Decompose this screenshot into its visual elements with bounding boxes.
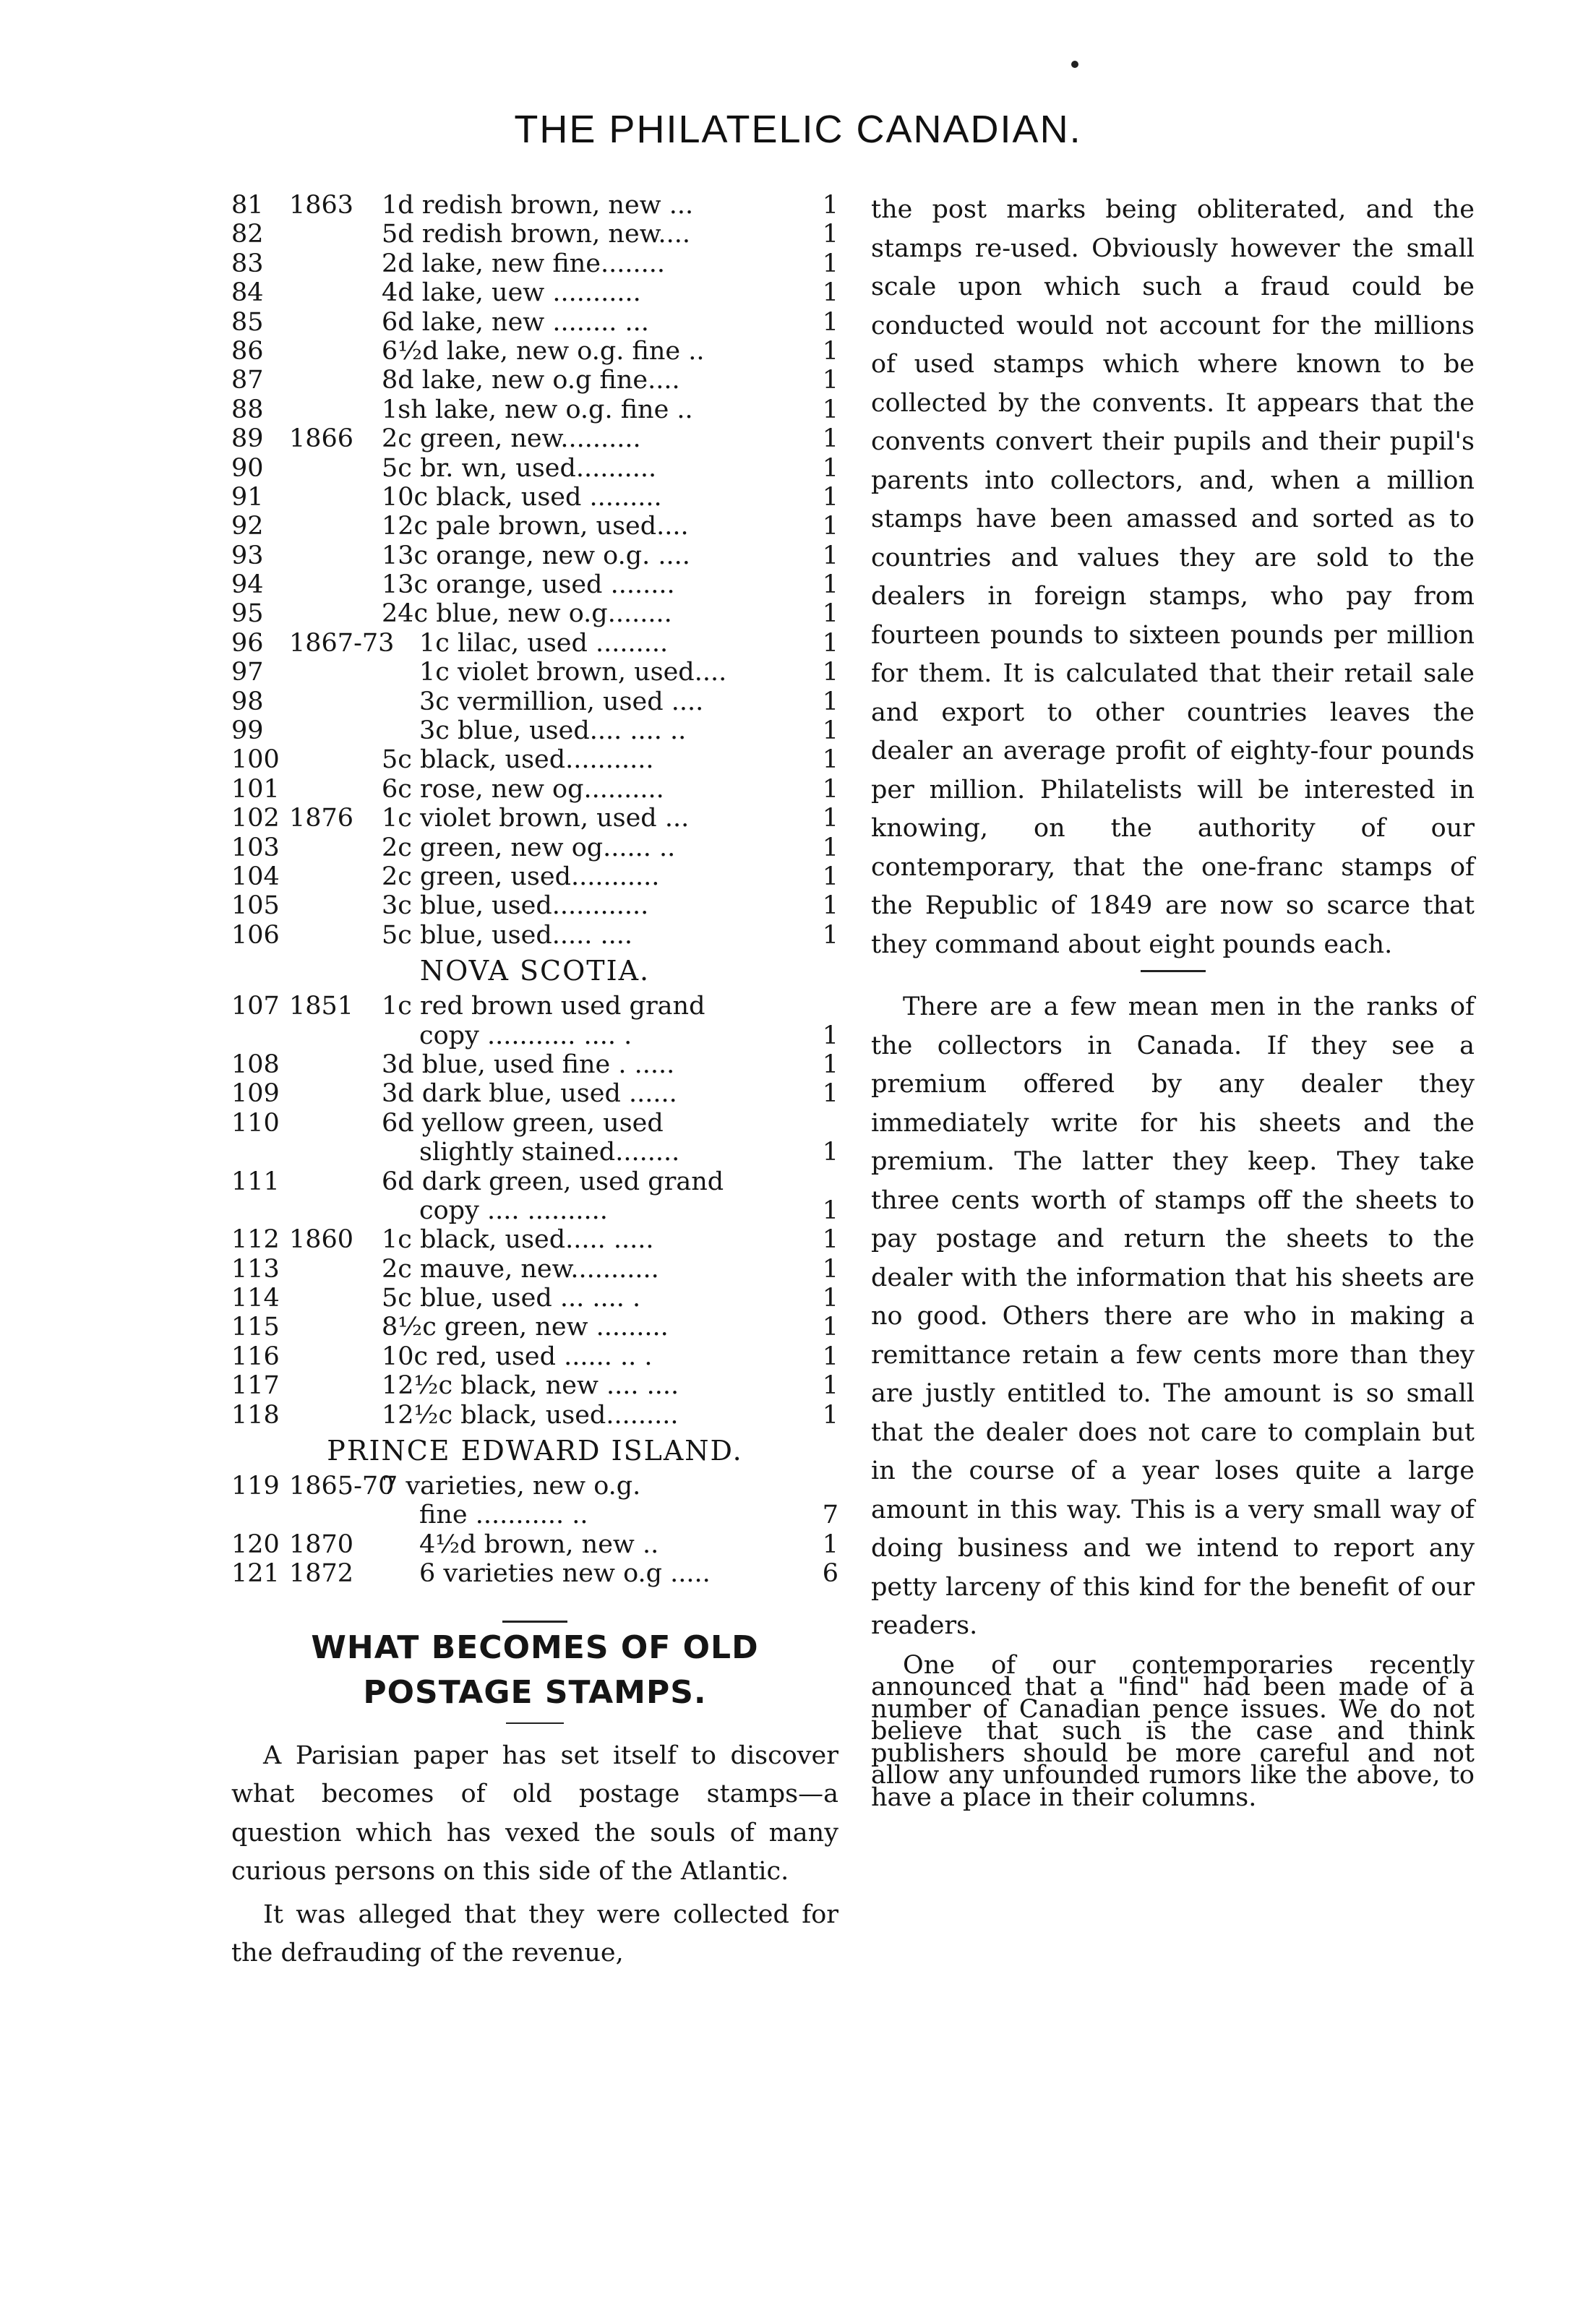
listing-row: [231, 337, 838, 366]
stamp-quantity: 1: [822, 891, 838, 921]
stamp-description: 2c green, new..........: [382, 424, 641, 454]
stamp-description: 3d blue, used fine . .....: [382, 1050, 675, 1079]
stamp-description: 24c blue, new o.g........: [382, 599, 672, 629]
stamp-description: 6d yellow green, used: [382, 1108, 664, 1138]
listing-row: [231, 1501, 838, 1529]
stamp-description: 1c black, used..... .....: [382, 1225, 654, 1255]
stamp-number: 88: [231, 395, 264, 424]
stamp-number: 83: [231, 249, 264, 278]
stamp-description: copy .... ..........: [419, 1196, 608, 1225]
stamp-description: 2c mauve, new...........: [382, 1254, 659, 1284]
listing-prince-edward-island: [231, 1472, 838, 1589]
stamp-number: 99: [231, 716, 264, 746]
stamp-description: 1c violet brown, used ...: [382, 804, 690, 833]
stamp-quantity: 1: [822, 599, 838, 629]
stamp-quantity: 1: [822, 1313, 838, 1342]
stamp-description: 5c br. wn, used..........: [382, 453, 657, 483]
listing-row: [231, 541, 838, 570]
listing-row: [231, 833, 838, 862]
article-paragraph-2: It was alleged that they were collected for the defrauding of the revenue,: [231, 1900, 838, 1968]
stamp-description: 2c green, new og...... ..: [382, 833, 676, 862]
stamp-quantity: 1: [822, 1254, 838, 1284]
stamp-quantity: 1: [822, 1079, 838, 1109]
stamp-quantity: 1: [822, 453, 838, 483]
listing-row: [231, 570, 838, 599]
stamp-number: 108: [231, 1050, 280, 1079]
stamp-description: slightly stained........: [419, 1138, 680, 1167]
stamp-description: 12½c black, used.........: [382, 1400, 679, 1430]
listing-row: [231, 629, 838, 658]
stamp-number: 116: [231, 1342, 280, 1371]
stamp-number: 102: [231, 804, 280, 833]
listing-row: [231, 512, 838, 541]
stamp-number: 120: [231, 1529, 280, 1559]
listing-row: [231, 1371, 838, 1400]
listing-row: [231, 658, 838, 687]
listing-row: [231, 191, 838, 220]
stamp-description: 1c violet brown, used....: [419, 658, 727, 687]
listing-row: [231, 1342, 838, 1371]
article-paragraph-4: There are a few mean men in the ranks of the collectors in Canada. If they see a premium offered by any dealer they immediately write for his sheets and the premium. The latter they keep. They take three cents worth of stamps off the sheets to pay postage and return the sheets to the dealer with the information that his sheets are no good. Others there are who in making a remittance retain a few cents more than they are justly entitled to. The amount is so small that the dealer does not care to complain but in the course of a year loses quite a large amount in this way. This is a very small way of doing business and we intend to report any petty larceny of this kind for the benefit of our readers.: [871, 992, 1475, 1640]
stamp-year: 1872: [289, 1559, 354, 1589]
stamp-description: 1sh lake, new o.g. fine ..: [382, 395, 693, 424]
listing-row: [231, 1401, 838, 1430]
stamp-description: 12c pale brown, used....: [382, 512, 689, 541]
stamp-number: 118: [231, 1400, 280, 1430]
stamp-year: 1876: [289, 804, 354, 833]
listing-row: [231, 1079, 838, 1108]
stamp-number: 90: [231, 453, 264, 483]
stamp-quantity: 1: [822, 1342, 838, 1371]
stamp-quantity: 1: [822, 716, 838, 746]
listing-row: [231, 745, 838, 774]
stamp-number: 101: [231, 774, 280, 804]
stamp-number: 97: [231, 658, 264, 687]
stamp-number: 95: [231, 599, 264, 629]
listing-row: [231, 921, 838, 950]
listing-row: [231, 1021, 838, 1050]
stamp-description: fine ........... ..: [419, 1501, 588, 1530]
stamp-number: 104: [231, 862, 280, 891]
listing-row: [231, 1138, 838, 1167]
stamp-description: 13c orange, used ........: [382, 570, 675, 600]
listing-row: [231, 862, 838, 891]
stamp-quantity: 1: [822, 1225, 838, 1255]
stamp-description: 3c blue, used............: [382, 891, 649, 921]
stamp-number: 111: [231, 1167, 280, 1196]
stamp-number: 82: [231, 220, 264, 249]
stamp-number: 106: [231, 920, 280, 950]
stamp-description: 7 varieties, new o.g.: [382, 1472, 641, 1501]
stamp-number: 91: [231, 482, 264, 512]
stamp-quantity: 1: [822, 307, 838, 337]
listing-row: [231, 1225, 838, 1254]
stamp-description: 10c red, used ...... .. .: [382, 1342, 653, 1371]
stamp-quantity: 1: [822, 628, 838, 658]
stamp-quantity: 1: [822, 920, 838, 950]
stamp-year: 1866: [289, 424, 354, 454]
stamp-quantity: 1: [822, 395, 838, 424]
listing-row: [231, 1196, 838, 1225]
stamp-description: copy ........... .... .: [419, 1021, 632, 1050]
stamp-description: 5c blue, used ... .... .: [382, 1284, 641, 1313]
stamp-quantity: 1: [822, 1021, 838, 1050]
stamp-description: 5c black, used...........: [382, 745, 654, 775]
stamp-description: 6c rose, new og..........: [382, 774, 664, 804]
stamp-description: 2c green, used...........: [382, 862, 660, 891]
stamp-number: 110: [231, 1108, 280, 1138]
stamp-description: 6d lake, new ........ ...: [382, 307, 649, 337]
stamp-quantity: 1: [822, 541, 838, 570]
listing-row: [231, 891, 838, 920]
left-column: [231, 191, 838, 1973]
section-heading-nova-scotia: NOVA SCOTIA.: [419, 955, 651, 987]
stamp-quantity: 1: [822, 1371, 838, 1401]
stamp-quantity: 1: [822, 745, 838, 775]
listing-row: [231, 1559, 838, 1588]
stamp-number: 112: [231, 1225, 280, 1255]
stamp-year: 1851: [289, 992, 354, 1021]
stamp-description: 6 varieties new o.g .....: [419, 1559, 711, 1589]
stamp-number: 107: [231, 992, 280, 1021]
listing-row: [231, 687, 838, 716]
stamp-quantity: 1: [822, 191, 838, 220]
stamp-quantity: 1: [822, 862, 838, 891]
listing-row: [231, 1284, 838, 1313]
stamp-number: 114: [231, 1284, 280, 1313]
stamp-description: 3c vermillion, used ....: [419, 687, 704, 716]
listing-row: [231, 1255, 838, 1284]
stamp-number: 96: [231, 628, 264, 658]
stamp-quantity: 1: [822, 833, 838, 862]
stamp-number: 86: [231, 336, 264, 366]
stamp-number: 113: [231, 1254, 280, 1284]
stamp-quantity: 1: [822, 482, 838, 512]
title-rule: [506, 1722, 564, 1724]
article-paragraph-5: One of our contemporaries recently announced that a "find" had been made of a number of Canadian pence issues. We do not believe that such is the case and think publishers should be more careful and not allow any unfounded rumors like the above, to have a place in their columns.: [871, 1650, 1475, 1812]
listing-row: [231, 220, 838, 249]
listing-row: [231, 308, 838, 337]
stamp-number: 103: [231, 833, 280, 862]
stamp-year: 1870: [289, 1529, 354, 1559]
ink-dot: [1071, 61, 1078, 68]
article-title: [231, 1626, 838, 1715]
stamp-quantity: 6: [822, 1559, 838, 1589]
listing-row: [231, 992, 838, 1021]
stamp-quantity: 1: [822, 570, 838, 600]
stamp-number: 93: [231, 541, 264, 570]
stamp-quantity: 1: [822, 278, 838, 308]
stamp-number: 94: [231, 570, 264, 600]
stamp-quantity: 1: [822, 424, 838, 454]
listing-row: [231, 454, 838, 483]
right-column: [871, 191, 1475, 1812]
stamp-number: 98: [231, 687, 264, 716]
stamp-quantity: 1: [822, 1196, 838, 1225]
listing-row: [231, 1530, 838, 1559]
stamp-quantity: 1: [822, 658, 838, 687]
listing-row: [231, 599, 838, 628]
stamp-quantity: 1: [822, 366, 838, 395]
listing-row: [231, 1167, 838, 1196]
stamp-quantity: 1: [822, 336, 838, 366]
listing-row: [231, 804, 838, 833]
stamp-quantity: 7: [822, 1501, 838, 1530]
stamp-description: 3d dark blue, used ......: [382, 1079, 677, 1109]
stamp-description: 13c orange, new o.g. ....: [382, 541, 690, 570]
section-heading-prince-edward-island: PRINCE EDWARD ISLAND.: [327, 1435, 743, 1467]
divider-rule: [1141, 970, 1206, 972]
article-title-line-2: POSTAGE STAMPS.: [363, 1673, 707, 1711]
stamp-number: 87: [231, 366, 264, 395]
article-title-line-1: WHAT BECOMES OF OLD: [311, 1628, 759, 1666]
stamp-number: 115: [231, 1313, 280, 1342]
stamp-number: 117: [231, 1371, 280, 1401]
stamp-description: 3c blue, used.... .... ..: [419, 716, 687, 746]
stamp-description: 6d dark green, used grand: [382, 1167, 724, 1196]
stamp-number: 92: [231, 512, 264, 541]
listing-row: [231, 395, 838, 424]
listing-row: [231, 775, 838, 804]
listing-canada: [231, 191, 838, 950]
stamp-quantity: 1: [822, 804, 838, 833]
stamp-quantity: 1: [822, 1284, 838, 1313]
stamp-number: 121: [231, 1559, 280, 1589]
listing-row: [231, 249, 838, 278]
stamp-number: 81: [231, 191, 264, 220]
stamp-number: 109: [231, 1079, 280, 1109]
listing-nova-scotia: [231, 992, 838, 1430]
stamp-number: 119: [231, 1472, 280, 1501]
stamp-quantity: 1: [822, 687, 838, 716]
article-paragraph-3: the post marks being obliterated, and the stamps re-used. Obviously however the small scale upon which such a fraud could be conducted would not account for the millions of used stamps which where known to be collected by the convents. It appears that the convents convert their pupils and their pupil's parents into collectors, and, when a million stamps have been amassed and sorted as to countries and values they are sold to the dealers in foreign stamps, who pay from fourteen pounds to sixteen pounds per million for them. It is calculated that their retail sale and export to other countries leaves the dealer an average profit of eighty-four pounds per million. Philatelists will be interested in knowing, on the authority of our contemporary, that the one-franc stamps of the Republic of 1849 are now so scarce that they command about eight pounds each.: [871, 195, 1475, 959]
stamp-description: 5d redish brown, new....: [382, 220, 690, 249]
stamp-year: 1860: [289, 1225, 354, 1255]
stamp-number: 100: [231, 745, 280, 775]
stamp-description: 1c lilac, used .........: [419, 628, 669, 658]
stamp-year: 1865-70: [289, 1472, 395, 1501]
listing-row: [231, 1050, 838, 1079]
listing-row: [231, 424, 838, 453]
stamp-description: 4d lake, uew ...........: [382, 278, 641, 308]
stamp-quantity: 1: [822, 249, 838, 278]
stamp-description: 1d redish brown, new ...: [382, 191, 694, 220]
listing-row: [231, 366, 838, 395]
stamp-description: 4½d brown, new ..: [419, 1529, 659, 1559]
page-header: THE PHILATELIC CANADIAN.: [514, 108, 1082, 151]
stamp-quantity: 1: [822, 1400, 838, 1430]
stamp-year: 1863: [289, 191, 354, 220]
listing-row: [231, 1472, 838, 1501]
stamp-description: 12½c black, new .... ....: [382, 1371, 679, 1401]
stamp-description: 8d lake, new o.g fine....: [382, 366, 680, 395]
stamp-number: 85: [231, 307, 264, 337]
divider-rule: [502, 1621, 567, 1623]
stamp-description: 5c blue, used..... ....: [382, 920, 632, 950]
stamp-description: 1c red brown used grand: [382, 992, 705, 1021]
listing-row: [231, 483, 838, 512]
listing-row: [231, 1109, 838, 1138]
listing-row: [231, 278, 838, 307]
stamp-description: 2d lake, new fine........: [382, 249, 665, 278]
stamp-number: 105: [231, 891, 280, 921]
listing-row: [231, 1313, 838, 1342]
stamp-quantity: 1: [822, 1050, 838, 1079]
stamp-quantity: 1: [822, 512, 838, 541]
stamp-quantity: 1: [822, 1529, 838, 1559]
stamp-year: 1867-73: [289, 628, 395, 658]
listing-row: [231, 716, 838, 745]
stamp-quantity: 1: [822, 1138, 838, 1167]
stamp-number: 84: [231, 278, 264, 308]
article-paragraph-1: A Parisian paper has set itself to discover what becomes of old postage stamps—a question which has vexed the souls of many curious persons on this side of the Atlantic.: [231, 1741, 838, 1887]
stamp-quantity: 1: [822, 774, 838, 804]
stamp-description: 10c black, used .........: [382, 482, 662, 512]
stamp-number: 89: [231, 424, 264, 454]
stamp-quantity: 1: [822, 220, 838, 249]
stamp-description: 8½c green, new .........: [382, 1313, 669, 1342]
stamp-description: 6½d lake, new o.g. fine ..: [382, 336, 705, 366]
